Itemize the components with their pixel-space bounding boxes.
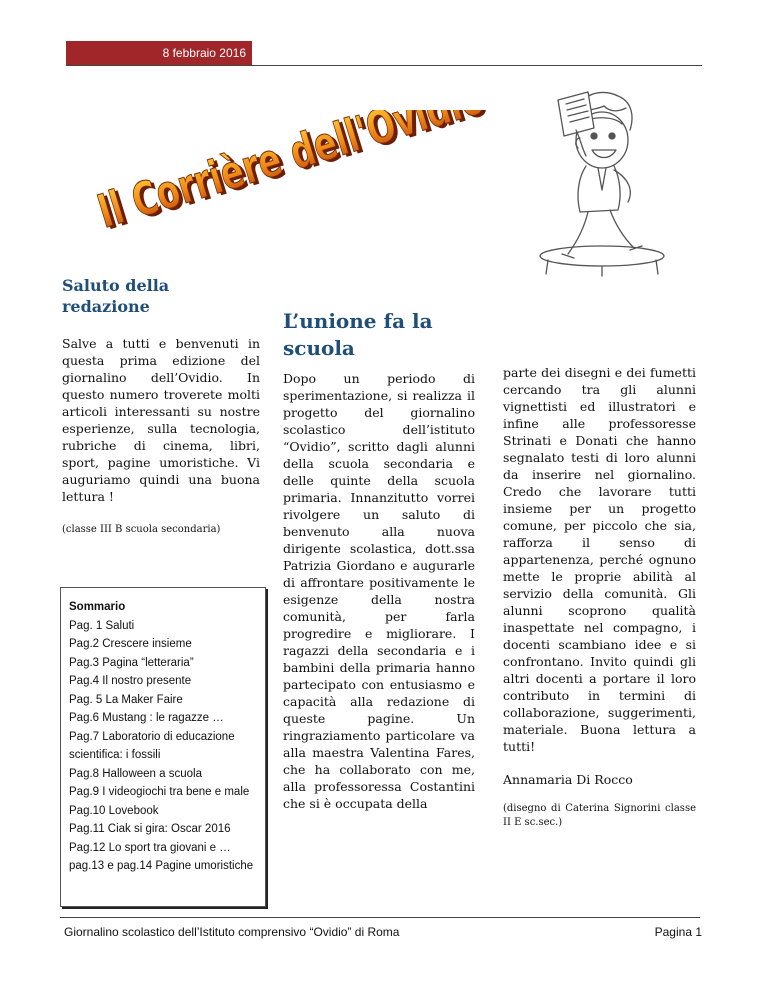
masthead-title-shadow: Il Corrière — [95, 112, 361, 240]
illustration-credit: (disegno di Caterina Signorini classe II E sc.sec.) — [503, 803, 696, 828]
greeting-title: Saluto della redazione — [62, 276, 170, 316]
page-number: Pagina 1 — [654, 925, 702, 939]
greeting-column — [62, 275, 260, 537]
footer-publication: Giornalino scolastico dell’Istituto comprensivo “Ovidio” di Roma — [64, 925, 400, 939]
toc-item: Pag.12 Lo sport tra giovani e … — [69, 841, 231, 854]
toc-item: Pag.2 Crescere insieme — [69, 638, 192, 650]
greeting-body: Salve a tutti e benvenuti in questa prima edizione del giornalino dell’Ovidio. In questo numero troverete molti articoli interessanti su nostre esperienze, sulla tecnologia, rubriche di cinema, libri, sport, pagine umoristiche. Vi auguriamo quindi una buona lettura ! — [62, 336, 260, 504]
article-column-2 — [503, 364, 696, 830]
toc-list — [69, 617, 257, 876]
date-tab — [66, 41, 252, 65]
masthead-logo — [86, 110, 516, 240]
issue-date: 8 febbraio 2016 — [162, 46, 246, 60]
toc-item: Pag. 1 Saluti — [69, 619, 135, 632]
toc-item: pag.13 e pag.14 Pagine umoristiche — [69, 860, 254, 872]
greeting-signature: (classe III B scuola secondaria) — [62, 524, 221, 535]
masthead-wordart — [86, 110, 516, 240]
article-column-1 — [283, 370, 475, 812]
footer-rule — [60, 917, 700, 918]
toc-item: Pag.3 Pagina “letteraria” — [69, 656, 194, 669]
toc-item: Pag. 5 La Maker Faire — [69, 693, 183, 706]
article-body-part-1: Dopo un periodo di sperimentazione, si realizza il progetto del giornalino scolastico dell’istituto “Ovidio”, scritto dagli alunni della scuola secondaria e delle quinte della scuola primaria. Innanzitutto vorrei rivolgere un saluto di benvenuto alla nuova dirigente scolastica, dott.ssa Patrizia Giordano e augurarle di affrontare positivamente le esigenze della nostra comunità, per farla progredire e migliorare. I ragazzi della secondaria e i bambini della primaria hanno partecipato con entusiasmo e capacità alla redazione di queste pagine. Un ringraziamento particolare va alla maestra Valentina Fares, che ha collaborato con me, alla professoressa Costantini che si è occupata della — [283, 371, 475, 811]
article-author: Annamaria Di Rocco — [503, 772, 633, 787]
masthead-title: Il Corrière — [91, 110, 357, 239]
header-rule — [66, 65, 702, 66]
article-title: L’unione fa la scuola — [283, 309, 433, 360]
toc-item: Pag.8 Halloween a scuola — [69, 767, 202, 780]
article-body-part-2: parte dei disegni e dei fumetti cercando tra gli alunni vignettisti ed illustratori e infine alle professoresse Strinati e Donati che hanno segnalato testi di loro alunni da inserire nel giornalino. Credo che lavorare tutti insieme per un progetto comune, per piccolo che sia, rafforza il senso di appartenenza, perché ognuno mette le proprie abilità al servizio della comunità. Gli alunni scoprono qualità inaspettate nel compagno, i docenti scambiano idee e si confrontano. Invito quindi gli altri docenti a portare il loro contributo in termini di collaborazione, suggerimenti, materiale. Buona lettura a tutti! — [503, 365, 696, 754]
toc-item: Pag.7 Laboratorio di educazione scientifica: i fossili — [69, 730, 235, 761]
table-of-contents — [60, 587, 266, 907]
toc-item: Pag.6 Mustang : le ragazze … — [69, 712, 224, 724]
toc-item: Pag.9 I videogiochi tra bene e male — [69, 786, 250, 798]
student-illustration — [518, 78, 688, 278]
toc-title: Sommario — [69, 601, 126, 613]
toc-item: Pag.4 Il nostro presente — [69, 675, 192, 687]
toc-item: Pag.11 Ciak si gira: Oscar 2016 — [69, 823, 231, 835]
toc-item: Pag.10 Lovebook — [69, 804, 159, 817]
